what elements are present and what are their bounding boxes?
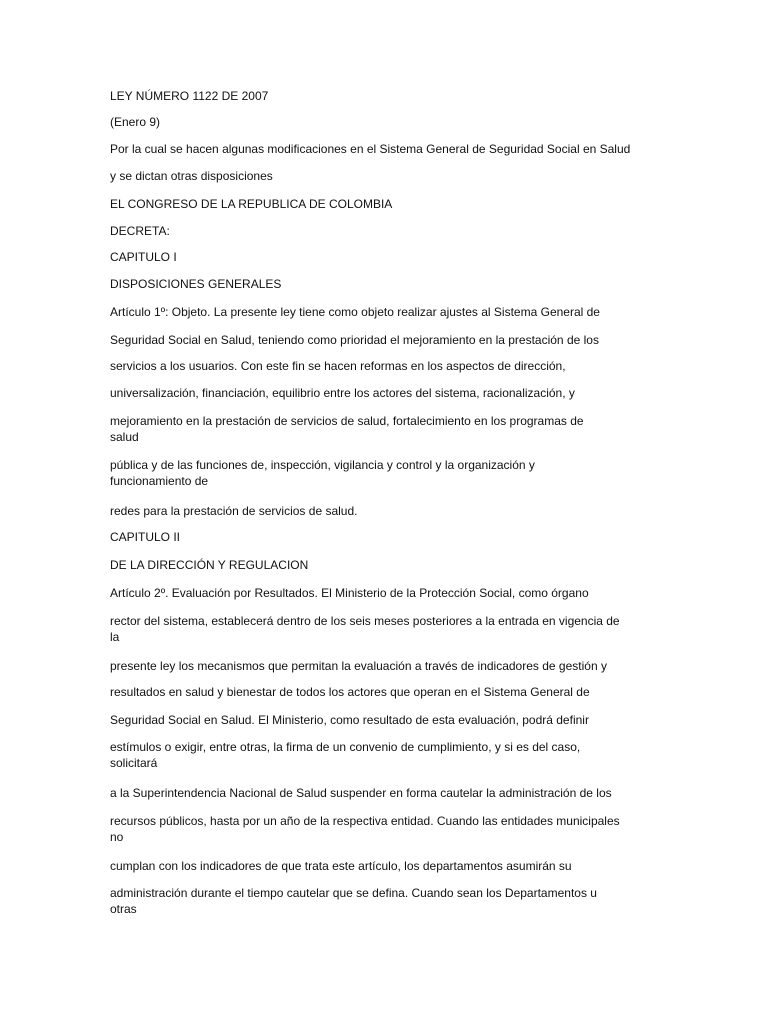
article-1-line-6: pública y de las funciones de, inspección, vigilancia y control y la organización y funcionamiento de bbox=[110, 458, 535, 488]
chapter-2-title: DE LA DIRECCIÓN Y REGULACION bbox=[110, 558, 309, 572]
article-2-line-8: recursos públicos, hasta por un año de la respectiva entidad. Cuando las entidades municipales no bbox=[110, 814, 620, 844]
law-date: (Enero 9) bbox=[110, 115, 161, 129]
article-2-line-1: Artículo 2º. Evaluación por Resultados. El Ministerio de la Protección Social, como órgano bbox=[110, 586, 589, 600]
article-1-line-5: mejoramiento en la prestación de servicios de salud, fortalecimiento en los programas de salud bbox=[110, 414, 584, 444]
chapter-2-heading: CAPITULO II bbox=[110, 530, 181, 544]
law-title: LEY NÚMERO 1122 DE 2007 bbox=[110, 89, 269, 103]
law-subtitle-line-2: y se dictan otras disposiciones bbox=[110, 169, 273, 183]
article-2-line-4: resultados en salud y bienestar de todos los actores que operan en el Sistema General de bbox=[110, 685, 590, 699]
article-2-line-9: cumplan con los indicadores de que trata este artículo, los departamentos asumirán su bbox=[110, 859, 572, 873]
article-2-line-10: administración durante el tiempo cautelar que se defina. Cuando sean los Departamentos u otras bbox=[110, 886, 597, 916]
law-subtitle-line-1: Por la cual se hacen algunas modificaciones en el Sistema General de Seguridad Social en Salud bbox=[110, 142, 631, 156]
chapter-1-title: DISPOSICIONES GENERALES bbox=[110, 277, 282, 291]
article-2-line-7: a la Superintendencia Nacional de Salud suspender en forma cautelar la administración de los bbox=[110, 786, 612, 800]
article-1-line-4: universalización, financiación, equilibrio entre los actores del sistema, racionalización, y bbox=[110, 386, 575, 400]
chapter-1-heading: CAPITULO I bbox=[110, 250, 177, 264]
article-2-line-6: estímulos o exigir, entre otras, la firma de un convenio de cumplimiento, y si es del caso, solicitará bbox=[110, 740, 581, 770]
article-1-line-1: Artículo 1º: Objeto. La presente ley tiene como objeto realizar ajustes al Sistema General de bbox=[110, 305, 600, 319]
article-1-line-3: servicios a los usuarios. Con este fin se hacen reformas en los aspectos de dirección, bbox=[110, 359, 566, 373]
decreta-heading: DECRETA: bbox=[110, 224, 170, 238]
article-1-line-2: Seguridad Social en Salud, teniendo como prioridad el mejoramiento en la prestación de los bbox=[110, 333, 599, 347]
congress-heading: EL CONGRESO DE LA REPUBLICA DE COLOMBIA bbox=[110, 197, 393, 211]
article-2-line-5: Seguridad Social en Salud. El Ministerio, como resultado de esta evaluación, podrá definir bbox=[110, 713, 589, 727]
article-2-line-2: rector del sistema, establecerá dentro de los seis meses posteriores a la entrada en vigencia de la bbox=[110, 614, 620, 644]
article-1-line-7: redes para la prestación de servicios de salud. bbox=[110, 504, 358, 518]
article-2-line-3: presente ley los mecanismos que permitan la evaluación a través de indicadores de gestión y bbox=[110, 659, 607, 673]
